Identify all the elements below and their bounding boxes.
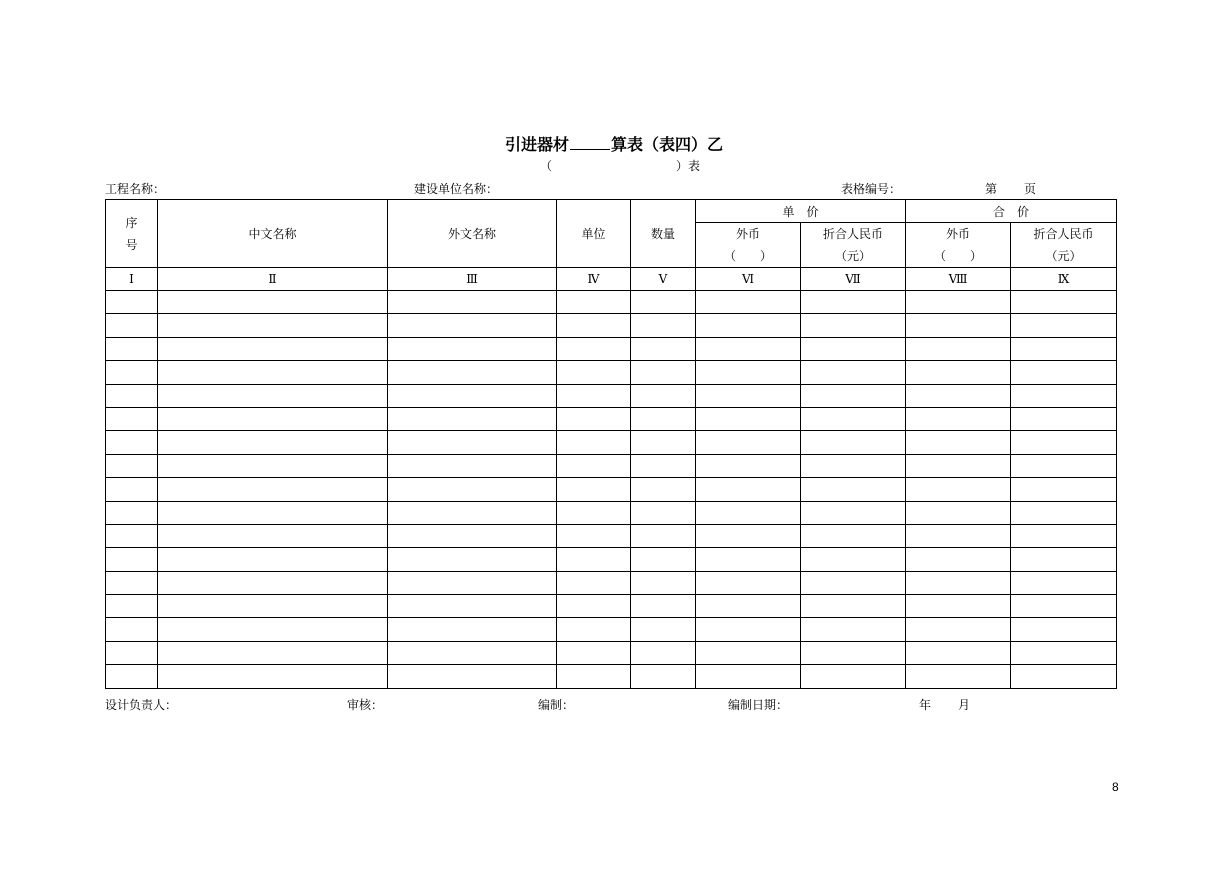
table-row — [106, 501, 1117, 524]
table-cell — [1011, 431, 1117, 454]
table-cell — [158, 454, 388, 477]
header-cn-name: 中文名称 — [158, 200, 388, 268]
table-cell — [106, 524, 158, 547]
table-cell — [906, 571, 1011, 594]
table-cell — [557, 384, 631, 407]
table-cell — [106, 595, 158, 618]
builder-name-label: 建设单位名称： — [414, 182, 499, 196]
table-cell — [388, 361, 557, 384]
header-unit-foreign-label: 外币 — [735, 227, 760, 241]
table-cell — [557, 407, 631, 430]
table-cell — [106, 314, 158, 337]
table-cell — [801, 641, 906, 664]
table-cell — [388, 291, 557, 314]
table-cell — [631, 641, 696, 664]
header-unit-price: 单 价 — [696, 200, 906, 223]
table-cell — [801, 407, 906, 430]
table-cell — [106, 337, 158, 360]
table-cell — [801, 665, 906, 688]
table-cell — [1011, 314, 1117, 337]
table-cell — [696, 478, 801, 501]
table-cell — [557, 571, 631, 594]
table-cell — [557, 314, 631, 337]
table-cell — [631, 407, 696, 430]
table-cell — [158, 665, 388, 688]
table-row — [106, 314, 1117, 337]
table-cell — [557, 361, 631, 384]
table-cell — [801, 361, 906, 384]
table-cell — [801, 314, 906, 337]
table-row — [106, 595, 1117, 618]
table-cell — [106, 665, 158, 688]
roman-numeral-row — [106, 268, 1117, 291]
table-cell — [388, 665, 557, 688]
table-cell — [106, 641, 158, 664]
table-cell — [1011, 641, 1117, 664]
header-unit-rmb-unit: （元） — [835, 249, 872, 263]
compiler-label: 编制： — [538, 698, 575, 712]
table-cell — [906, 431, 1011, 454]
table-cell — [801, 291, 906, 314]
table-cell — [557, 501, 631, 524]
table-cell — [557, 478, 631, 501]
table-cell — [388, 524, 557, 547]
roman-cell: Ⅵ — [696, 268, 801, 291]
table-row — [106, 478, 1117, 501]
table-cell — [388, 407, 557, 430]
table-cell — [906, 407, 1011, 430]
table-number-label: 表格编号： — [841, 182, 902, 196]
header-total-price: 合 价 — [906, 200, 1117, 223]
table-cell — [158, 407, 388, 430]
year-label: 年 — [919, 698, 932, 712]
table-cell — [106, 548, 158, 571]
document-title — [0, 132, 1228, 155]
table-cell — [106, 478, 158, 501]
table-cell — [801, 595, 906, 618]
table-cell — [158, 337, 388, 360]
table-cell — [557, 665, 631, 688]
roman-cell: Ⅱ — [158, 268, 388, 291]
table-cell — [1011, 618, 1117, 641]
table-cell — [696, 665, 801, 688]
table-cell — [1011, 548, 1117, 571]
table-cell — [631, 501, 696, 524]
table-cell — [158, 361, 388, 384]
table-cell — [696, 618, 801, 641]
table-cell — [388, 548, 557, 571]
table-cell — [696, 384, 801, 407]
table-cell — [557, 548, 631, 571]
table-cell — [696, 501, 801, 524]
subtitle-open: （ — [540, 159, 553, 173]
roman-cell: Ⅳ — [557, 268, 631, 291]
table-cell — [631, 291, 696, 314]
title-suffix: 算表（表四）乙 — [611, 135, 724, 154]
header-foreign-name: 外文名称 — [388, 200, 557, 268]
table-cell — [801, 454, 906, 477]
table-cell — [696, 595, 801, 618]
page-number: 8 — [1112, 780, 1119, 794]
roman-cell: Ⅶ — [801, 268, 906, 291]
table-cell — [557, 431, 631, 454]
table-cell — [158, 571, 388, 594]
roman-cell: Ⅲ — [388, 268, 557, 291]
header-total-rmb-label: 折合人民币 — [1033, 227, 1094, 241]
subtitle — [540, 157, 700, 174]
table-cell — [631, 454, 696, 477]
header-unit-foreign — [696, 223, 801, 268]
table-cell — [1011, 524, 1117, 547]
table-cell — [1011, 478, 1117, 501]
table-cell — [388, 641, 557, 664]
table-cell — [106, 291, 158, 314]
header-unit: 单位 — [557, 200, 631, 268]
table-cell — [906, 501, 1011, 524]
table-cell — [906, 361, 1011, 384]
table-cell — [801, 431, 906, 454]
header-total-foreign — [906, 223, 1011, 268]
table-cell — [801, 337, 906, 360]
table-cell — [557, 454, 631, 477]
table-row — [106, 524, 1117, 547]
table-cell — [1011, 454, 1117, 477]
table-cell — [1011, 501, 1117, 524]
table-row — [106, 548, 1117, 571]
table-cell — [906, 641, 1011, 664]
header-total-foreign-paren: （ ） — [934, 249, 983, 263]
table-cell — [631, 618, 696, 641]
table-cell — [696, 407, 801, 430]
title-blank-line — [570, 135, 610, 150]
table-cell — [557, 524, 631, 547]
table-cell — [1011, 571, 1117, 594]
table-cell — [158, 641, 388, 664]
table-cell — [557, 618, 631, 641]
table-row — [106, 641, 1117, 664]
table-cell — [388, 384, 557, 407]
table-cell — [158, 384, 388, 407]
table-row — [106, 571, 1117, 594]
table-cell — [388, 571, 557, 594]
table-cell — [158, 291, 388, 314]
table-cell — [906, 454, 1011, 477]
table-cell — [631, 595, 696, 618]
page-di-label: 第 — [985, 182, 998, 196]
roman-cell: Ⅰ — [106, 268, 158, 291]
table-cell — [557, 291, 631, 314]
table-cell — [106, 454, 158, 477]
table-row — [106, 361, 1117, 384]
table-cell — [631, 384, 696, 407]
table-cell — [801, 501, 906, 524]
table-cell — [696, 524, 801, 547]
table-cell — [696, 361, 801, 384]
table-cell — [106, 431, 158, 454]
table-cell — [801, 548, 906, 571]
table-cell — [906, 548, 1011, 571]
table-cell — [158, 524, 388, 547]
table-cell — [106, 571, 158, 594]
table-cell — [388, 618, 557, 641]
table-cell — [106, 384, 158, 407]
table-cell — [158, 595, 388, 618]
table-cell — [696, 571, 801, 594]
table-cell — [696, 337, 801, 360]
table-cell — [1011, 361, 1117, 384]
table-cell — [631, 337, 696, 360]
table-cell — [631, 431, 696, 454]
table-cell — [696, 314, 801, 337]
table-cell — [557, 641, 631, 664]
table-cell — [906, 384, 1011, 407]
table-cell — [906, 314, 1011, 337]
table-cell — [801, 524, 906, 547]
table-cell — [1011, 595, 1117, 618]
roman-cell: Ⅷ — [906, 268, 1011, 291]
table-body — [106, 268, 1117, 689]
table-cell — [801, 571, 906, 594]
table-cell — [631, 524, 696, 547]
header-unit-foreign-paren: （ ） — [723, 249, 772, 263]
table-cell — [388, 595, 557, 618]
table-cell — [388, 337, 557, 360]
table-row — [106, 431, 1117, 454]
table-row — [106, 337, 1117, 360]
table-cell — [631, 361, 696, 384]
table-cell — [801, 384, 906, 407]
header-total-rmb-unit: （元） — [1045, 249, 1082, 263]
table-cell — [1011, 337, 1117, 360]
table-row — [106, 291, 1117, 314]
table-cell — [906, 665, 1011, 688]
table-row — [106, 384, 1117, 407]
table-cell — [557, 595, 631, 618]
table-cell — [1011, 665, 1117, 688]
budget-table — [105, 199, 1117, 689]
header-row-1 — [106, 200, 1117, 223]
table-cell — [158, 478, 388, 501]
table-row — [106, 665, 1117, 688]
designer-label: 设计负责人： — [105, 698, 178, 712]
table-cell — [388, 314, 557, 337]
roman-cell: Ⅴ — [631, 268, 696, 291]
table-cell — [158, 431, 388, 454]
table-cell — [631, 548, 696, 571]
month-label: 月 — [958, 698, 971, 712]
roman-cell: Ⅸ — [1011, 268, 1117, 291]
table-cell — [106, 618, 158, 641]
table-cell — [106, 407, 158, 430]
table-cell — [631, 571, 696, 594]
title-prefix: 引进器材 — [504, 135, 569, 154]
reviewer-label: 审核： — [347, 698, 384, 712]
table-cell — [906, 524, 1011, 547]
table-cell — [631, 314, 696, 337]
table-cell — [388, 501, 557, 524]
header-seq — [106, 200, 158, 268]
page-ye-label: 页 — [1024, 182, 1037, 196]
table-cell — [906, 618, 1011, 641]
table-cell — [696, 431, 801, 454]
header-unit-rmb — [801, 223, 906, 268]
table-cell — [1011, 384, 1117, 407]
table-row — [106, 618, 1117, 641]
table-cell — [158, 314, 388, 337]
table-cell — [801, 478, 906, 501]
compile-date-label: 编制日期： — [728, 698, 789, 712]
table-cell — [631, 665, 696, 688]
header-qty: 数量 — [631, 200, 696, 268]
table-cell — [557, 337, 631, 360]
table-cell — [388, 454, 557, 477]
table-cell — [158, 501, 388, 524]
table-cell — [1011, 407, 1117, 430]
table-cell — [388, 431, 557, 454]
table-row — [106, 454, 1117, 477]
table-cell — [1011, 291, 1117, 314]
table-cell — [106, 501, 158, 524]
table-cell — [631, 478, 696, 501]
table-cell — [388, 478, 557, 501]
table-cell — [106, 361, 158, 384]
table-cell — [158, 618, 388, 641]
header-total-foreign-label: 外币 — [946, 227, 971, 241]
table-row — [106, 407, 1117, 430]
table-cell — [906, 291, 1011, 314]
table-cell — [696, 291, 801, 314]
table-cell — [906, 337, 1011, 360]
header-seq-a: 序 — [125, 215, 138, 230]
header-unit-rmb-label: 折合人民币 — [823, 227, 884, 241]
table-cell — [158, 548, 388, 571]
header-total-rmb — [1011, 223, 1117, 268]
table-cell — [696, 548, 801, 571]
table-cell — [696, 454, 801, 477]
table-cell — [801, 618, 906, 641]
project-name-label: 工程名称： — [105, 182, 166, 196]
header-seq-b: 号 — [125, 237, 138, 252]
table-cell — [906, 478, 1011, 501]
table-cell — [696, 641, 801, 664]
table-cell — [906, 595, 1011, 618]
subtitle-close: ）表 — [675, 159, 700, 173]
